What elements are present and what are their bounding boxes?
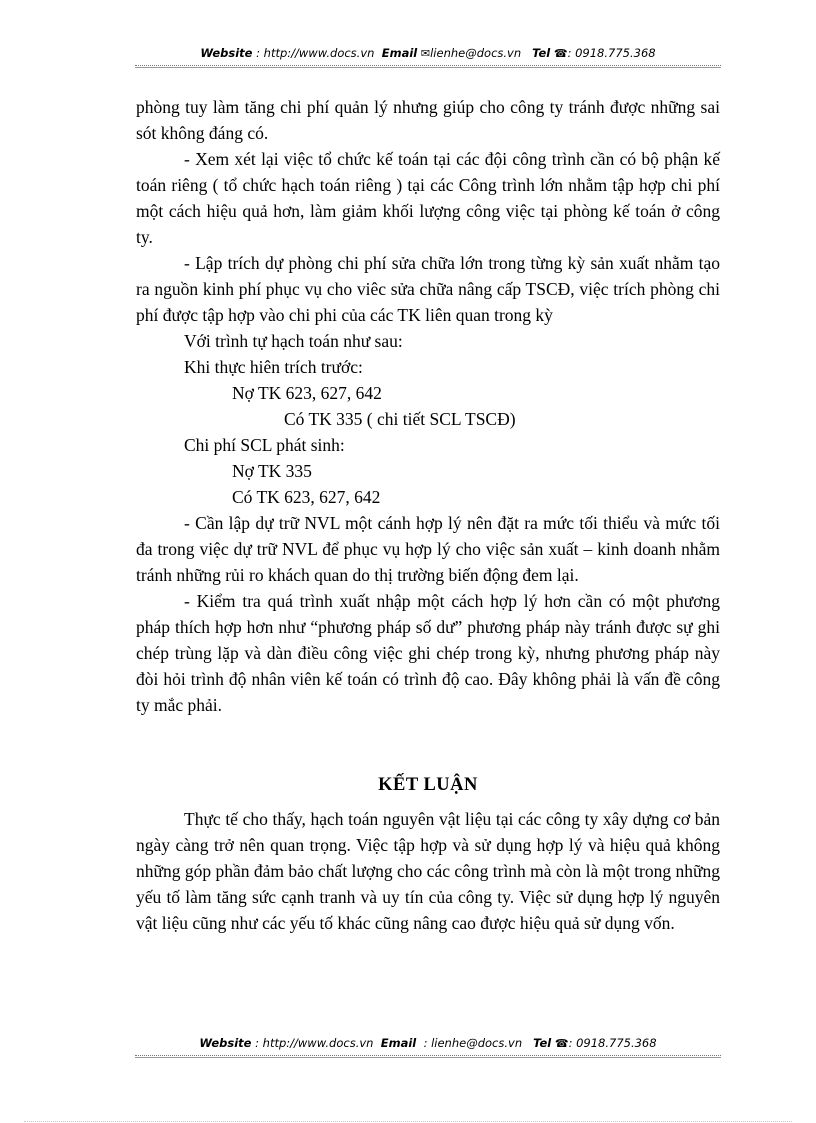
document-body [136, 94, 720, 936]
header-website-sep: : [252, 46, 264, 60]
paragraph-accounting-org: - Xem xét lại việc tổ chức kế toán tại các đội công trình cần có bộ phận kế toán riêng ( tổ chức hạch toán riêng ) tại các Công trình lớn nhằm tập hợp chi phí một cách hiệu quả hơn, làm giảm khối lượng công việc tại phòng kế toán ở công ty. [136, 149, 720, 247]
footer-tel-label: Tel [533, 1036, 552, 1050]
footer-email-value[interactable]: : lienhe@docs.vn [423, 1036, 523, 1050]
header-email-value[interactable]: lienhe@docs.vn [430, 46, 522, 60]
header-website-url[interactable]: http://www.docs.vn [263, 46, 375, 60]
footer-rule [135, 1055, 721, 1056]
header-website-label: Website [200, 46, 253, 60]
footer-website-sep: : [251, 1036, 263, 1050]
paragraph-repair-reserve: - Lập trích dự phòng chi phí sửa chữa lớn trong từng kỳ sản xuất nhằm tạo ra nguồn kinh phí phục vụ cho viêc sửa chữa nâng cấp TSCĐ, việc trích phòng chi phí được tập hợp vào chi phi của các TK liên quan trong kỳ [136, 253, 720, 325]
footer-phone-icon: ☎ [554, 1037, 569, 1050]
conclusion-text: Thực tế cho thấy, hạch toán nguyên vật liệu tại các công ty xây dựng cơ bản ngày càng trở nên quan trọng. Việc tập hợp và sử dụng hợp lý và hiệu quả không những góp phần đảm bảo chất lượng cho các công trình mà còn là một trong những yếu tố làm tăng sức cạnh tranh và uy tín của công ty. Việc sử dụng hợp lý nguyên vật liệu cũng như các yếu tố khác cũng nâng cao được hiệu quả sử dụng vốn. [136, 809, 720, 933]
footer-rule-solid [135, 1057, 721, 1058]
header-tel-label: Tel [532, 46, 551, 60]
incurred-label: Chi phí SCL phát sinh: [184, 435, 345, 455]
phone-icon: ☎ [553, 47, 568, 60]
page-bottom-border [24, 1121, 792, 1122]
accrual-credit: Có TK 335 ( chi tiết SCL TSCĐ) [284, 409, 516, 429]
header-tel-value: : 0918.775.368 [567, 46, 656, 60]
footer-website-label: Website [199, 1036, 252, 1050]
incurred-credit: Có TK 623, 627, 642 [232, 487, 381, 507]
entries-intro: Với trình tự hạch toán như sau: [184, 331, 403, 351]
paragraph-inventory-reserve: - Cần lập dự trữ NVL một cánh hợp lý nên đặt ra mức tối thiểu và mức tối đa trong việc dự trữ NVL để phục vụ hợp lý cho việc sản xuất – kinh doanh nhằm tránh những rủi ro khách quan do thị trường biến động đem lại. [136, 513, 720, 585]
email-icon: ✉ [420, 47, 431, 60]
conclusion-title: KẾT LUẬN [378, 775, 478, 795]
page-header [135, 46, 721, 66]
paragraph-balance-method: - Kiểm tra quá trình xuất nhập một cách hợp lý hơn cần có một phương pháp thích hợp hơn như “phương pháp số dư” phương pháp này tránh được sự ghi chép trùng lặp và dàn điều công việc ghi chép trong kỳ, nhưng phương pháp này đòi hỏi trình độ nhân viên kế toán có trình độ cao. Đây không phải là vấn đề công ty mắc phải. [136, 591, 720, 715]
accrual-label: Khi thực hiên trích trước: [184, 357, 363, 377]
header-rule [135, 65, 721, 66]
header-rule-solid [135, 67, 721, 68]
incurred-debit: Nợ TK 335 [232, 461, 312, 481]
header-email-label: Email [381, 46, 418, 60]
footer-tel-value: : 0918.775.368 [568, 1036, 657, 1050]
footer-email-label: Email [380, 1036, 417, 1050]
paragraph-continued: phòng tuy làm tăng chi phí quản lý nhưng giúp cho công ty tránh được những sai sót không đáng có. [136, 97, 720, 143]
page-footer [135, 1036, 721, 1056]
footer-website-url[interactable]: http://www.docs.vn [262, 1036, 374, 1050]
accrual-debit: Nợ TK 623, 627, 642 [232, 383, 382, 403]
